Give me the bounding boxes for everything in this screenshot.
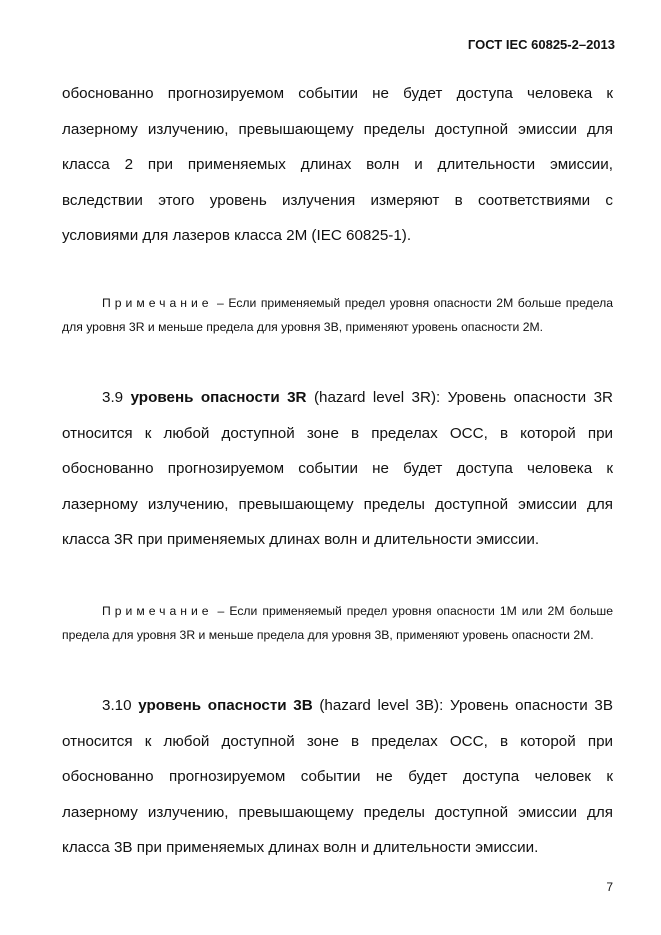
note-1-text: – Если применяемый предел уровня опасности 2М больше предела для уровня 3R и меньше предела для уровня 3В, применяют уровень опасности 2М. [62, 296, 613, 334]
note-2-text: – Если применяемый предел уровня опасности 1М или 2М больше предела для уровня 3R и меньше предела для уровня 3В, применяют уровень опасности 2М. [62, 604, 613, 642]
page-number: 7 [606, 880, 613, 894]
note-1-label: Примечание [102, 296, 213, 310]
clause-3-9-english: (hazard level 3R) [306, 389, 437, 406]
clause-3-9 [62, 380, 613, 558]
clause-3-9-text: : Уровень опасности 3R относится к любой доступной зоне в пределах ОСС, в которой при обоснованно прогнозируемом событии не будет доступа человека к лазерному излучению, превышающему пределы доступной эмиссии для класса 3R при применяемых длинах волн и длительности эмиссии. [62, 389, 613, 548]
clause-3-10-text: : Уровень опасности 3В относится к любой доступной зоне в пределах ОСС, в которой при обоснованно прогнозируемом событии не будет доступа человек к лазерному излучению, превышающему пределы доступной эмиссии для класса 3В при применяемых длинах волн и длительности эмиссии. [62, 697, 613, 856]
intro-paragraph: обоснованно прогнозируемом событии не будет доступа человека к лазерному излучению, превышающему пределы доступной эмиссии для класса 2 при применяемых длинах волн и длительности эмиссии, вследствии этого уровень излучения измеряют в соответствиями с условиями для лазеров класса 2М (IEC 60825-1). [62, 85, 613, 244]
clause-3-10-english: (hazard level 3В) [312, 697, 440, 714]
note-2-label: Примечание [102, 604, 213, 618]
clause-3-9-term: уровень опасности 3R [130, 389, 307, 406]
clause-3-10-term: уровень опасности 3В [138, 697, 313, 714]
note-1 [62, 291, 613, 339]
intro-paragraph-block [62, 76, 613, 254]
document-header-code: ГОСТ IEC 60825-2–2013 [467, 37, 615, 52]
clause-3-10-number: 3.10 [102, 697, 132, 714]
note-2 [62, 599, 613, 647]
clause-3-9-number: 3.9 [102, 389, 124, 406]
clause-3-10 [62, 688, 613, 866]
